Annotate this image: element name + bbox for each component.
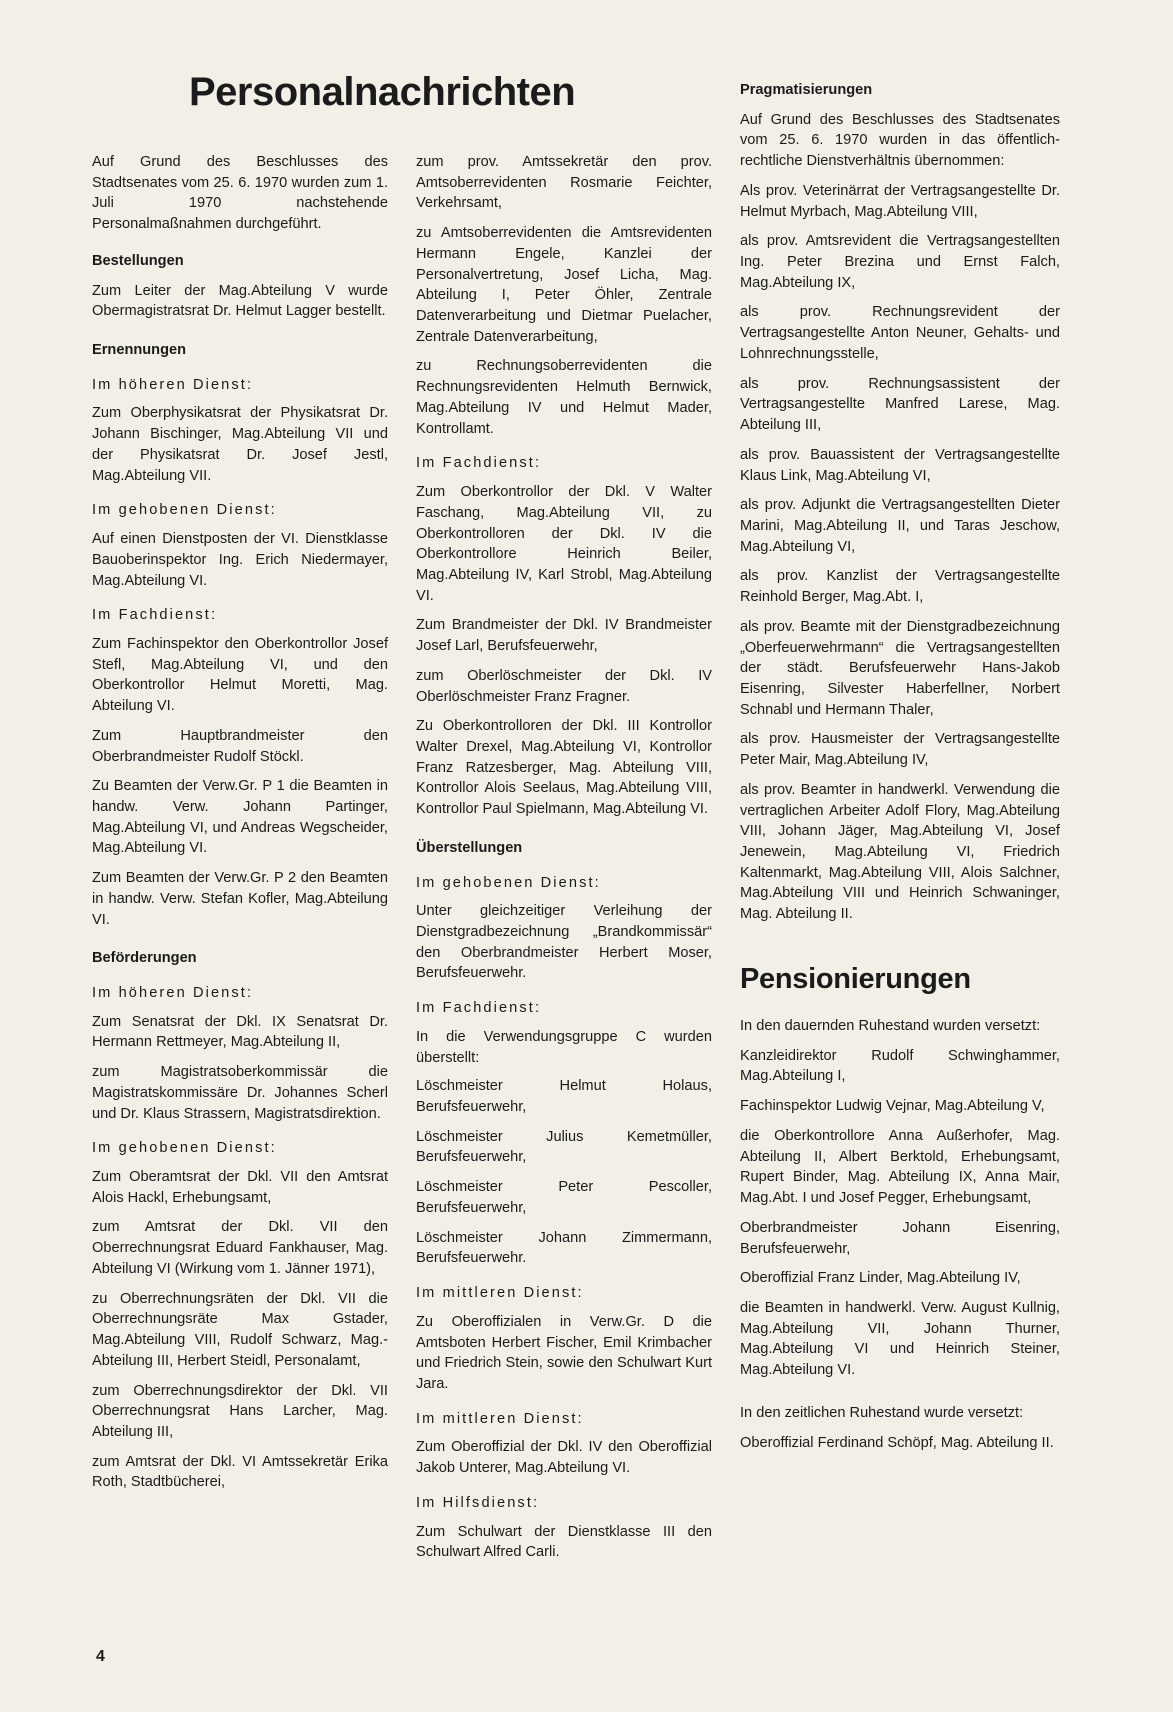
gehobener-dienst-2-paragraph-2: zum Amtsrat der Dkl. VII den Oberrechnungsrat Eduard Fankhauser, Mag. Abteilung VI (Wirkung vom 1. Jänner 1971), xyxy=(92,1219,388,1277)
col3-paragraph-8: als prov. Kanzlist der Vertragsangestellte Reinhold Berger, Mag.Abt. I, xyxy=(740,568,1060,606)
hoeherer-dienst-text: Zum Oberphysikatsrat der Physikatsrat Dr. Johann Bischinger, Mag.Abteilung VII und der Physikatsrat Dr. Josef Jestl, Mag.Abteilung VII. xyxy=(92,405,388,484)
col2-paragraph-8: Unter gleichzeitiger Verleihung der Dienstgradbezeichnung „Brandkommissär“ den Oberbrandmeister Herbert Moser, Berufsfeuerwehr. xyxy=(416,903,712,982)
col2-paragraph-3: zu Rechnungsoberrevidenten die Rechnungsrevidenten Helmuth Bernwick, Mag.Abteilung IV und Helmut Mader, Kontrollamt. xyxy=(416,358,712,437)
col3-paragraph-4: als prov. Rechnungsrevident der Vertragsangestellte Anton Neuner, Gehalts- und Lohnrechnungsstelle, xyxy=(740,304,1060,362)
col3-paragraph-5: als prov. Rechnungsassistent der Vertragsangestellte Manfred Larese, Mag. Abteilung III, xyxy=(740,375,1060,434)
heading-pensionierungen: Pensionierungen xyxy=(740,962,971,995)
section-heading-ernennungen: Ernennungen xyxy=(92,342,187,359)
subsection-mittlerer-dienst-2: Im mittleren Dienst: xyxy=(416,1410,584,1427)
subsection-gehobener-dienst-col2: Im gehobenen Dienst: xyxy=(416,874,601,891)
subsection-gehobener-dienst-2: Im gehobenen Dienst: xyxy=(92,1140,277,1157)
gehobener-dienst-text: Auf einen Dienstposten der VI. Dienstklasse Bauoberinspektor Ing. Erich Niedermayer, Mag.Abteilung VI. xyxy=(92,531,388,589)
col2-paragraph-14: Zu Oberoffizialen in Verw.Gr. D die Amtsboten Herbert Fischer, Emil Krimbacher und Friedrich Stein, sowie den Schulwart Kurt Jara. xyxy=(416,1313,712,1392)
hoeherer-dienst-2-paragraph-1: Zum Senatsrat der Dkl. IX Senatsrat Dr. Hermann Rettmeyer, Mag.Abteilung II, xyxy=(92,1013,388,1051)
page-title: Personalnachrichten xyxy=(189,70,576,114)
col2-paragraph-11: Löschmeister Julius Kemetmüller, Berufsfeuerwehr, xyxy=(416,1128,712,1166)
subsection-fachdienst-col2-b: Im Fachdienst: xyxy=(416,1000,542,1017)
column-2 xyxy=(416,152,712,1572)
intro-paragraph: Auf Grund des Beschlusses des Stadtsenates vom 25. 6. 1970 wurden zum 1. Juli 1970 nachstehende Personalmaßnahmen durchgeführt. xyxy=(92,154,388,233)
col2-paragraph-6: zum Oberlöschmeister der Dkl. IV Oberlöschmeister Franz Fragner. xyxy=(416,667,712,705)
section-heading-ueberstellungen: Überstellungen xyxy=(416,839,523,856)
col2-paragraph-12: Löschmeister Peter Pescoller, Berufsfeuerwehr, xyxy=(416,1179,712,1216)
page-content xyxy=(92,56,1092,1616)
gehobener-dienst-2-paragraph-3: zu Oberrechnungsräten der Dkl. VII die Oberrechnungsräte Max Gstader, Mag.Abteilung VIII, Rudolf Schwarz, Mag.-Abteilung III, Herbert Steidl, Personalamt, xyxy=(92,1290,388,1369)
col3-paragraph-18: die Beamten in handwerkl. Verw. August Kullnig, Mag.Abteilung VII, Johann Thurner, Mag.Abteilung VI und Heinrich Steiner, Mag.Abteilung VI. xyxy=(740,1299,1060,1379)
col3-paragraph-7: als prov. Adjunkt die Vertragsangestellten Dieter Marini, Mag.Abteilung II, und Taras Jeschow, Mag.Abteilung VI, xyxy=(740,497,1060,555)
section-heading-bestellungen: Bestellungen xyxy=(92,252,184,269)
hoeherer-dienst-2-paragraph-2: zum Magistratsoberkommissär die Magistratskommissäre Dr. Johannes Scherl und Dr. Klaus Strassern, Magistratsdirektion. xyxy=(92,1064,388,1122)
bestellungen-text: Zum Leiter der Mag.Abteilung V wurde Obermagistratsrat Dr. Helmut Lagger bestellt. xyxy=(92,282,388,320)
col2-paragraph-13: Löschmeister Johann Zimmermann, Berufsfeuerwehr. xyxy=(416,1229,712,1267)
col3-paragraph-11: als prov. Beamter in handwerkl. Verwendung die vertraglichen Arbeiter Adolf Flory, Mag.Abteilung VIII, Johann Jäger, Mag.Abteilung VI, Josef Jenewein, Mag.Abteilung VI, Friedrich Kaltenmarkt, Mag.Abteilung VIII, Alois Salchner, Mag.Abteilung VIII und Heinrich Schwaninger, Mag. Abteilung II. xyxy=(740,781,1060,923)
col2-paragraph-16: Zum Schulwart der Dienstklasse III den Schulwart Alfred Carli. xyxy=(416,1523,712,1561)
col3-paragraph-6: als prov. Bauassistent der Vertragsangestellte Klaus Link, Mag.Abteilung VI, xyxy=(740,446,1060,484)
col3-paragraph-3: als prov. Amtsrevident die Vertragsangestellten Ing. Peter Brezina und Ernst Falch, Mag.Abteilung IX, xyxy=(740,233,1060,291)
section-heading-befoerderungen: Beförderungen xyxy=(92,950,197,967)
fachdienst-paragraph-3: Zu Beamten der Verw.Gr. P 1 die Beamten in handw. Verw. Johann Partinger, Mag.Abteilung VI, und Andreas Wegscheider, Mag.Abteilung VI. xyxy=(92,778,388,857)
col2-paragraph-1: zum prov. Amtssekretär den prov. Amtsoberrevidenten Rosmarie Feichter, Verkehrsamt, xyxy=(416,154,712,212)
column-1 xyxy=(92,152,388,1572)
col2-paragraph-5: Zum Brandmeister der Dkl. IV Brandmeister Josef Larl, Berufsfeuerwehr, xyxy=(416,617,712,655)
subsection-mittlerer-dienst: Im mittleren Dienst: xyxy=(416,1285,584,1302)
subsection-hoeherer-dienst-2: Im höheren Dienst: xyxy=(92,985,254,1001)
fachdienst-paragraph-4: Zum Beamten der Verw.Gr. P 2 den Beamten in handw. Verw. Stefan Kofler, Mag.Abteilung VI. xyxy=(92,870,388,928)
subsection-gehobener-dienst: Im gehobenen Dienst: xyxy=(92,502,277,519)
col3-paragraph-16: Oberbrandmeister Johann Eisenring, Berufsfeuerwehr, xyxy=(740,1219,1060,1257)
col3-paragraph-20: Oberoffizial Ferdinand Schöpf, Mag. Abteilung II. xyxy=(740,1434,1054,1451)
col3-paragraph-13: Kanzleidirektor Rudolf Schwinghammer, Mag.Abteilung I, xyxy=(740,1047,1060,1085)
gehobener-dienst-2-paragraph-4: zum Oberrechnungsdirektor der Dkl. VII Oberrechnungsrat Hans Larcher, Mag. Abteilung III, xyxy=(92,1382,388,1440)
subsection-fachdienst: Im Fachdienst: xyxy=(92,607,218,624)
col3-paragraph-12: In den dauernden Ruhestand wurden versetzt: xyxy=(740,1018,1041,1035)
col2-paragraph-4: Zum Oberkontrollor der Dkl. V Walter Faschang, Mag.Abteilung VII, zu Oberkontrolloren der Dkl. IV die Oberkontrollore Heinrich Beiler, Mag.Abteilung IV, Karl Strobl, Mag.Abteilung VI. xyxy=(416,484,712,604)
col3-paragraph-14: Fachinspektor Ludwig Vejnar, Mag.Abteilung V, xyxy=(740,1098,1045,1115)
col2-paragraph-15: Zum Oberoffizial der Dkl. IV den Oberoffizial Jakob Unterer, Mag.Abteilung VI. xyxy=(416,1439,712,1477)
fachdienst-paragraph-1: Zum Fachinspektor den Oberkontrollor Josef Stefl, Mag.Abteilung VI, und den Oberkontrollor Helmut Moretti, Mag. Abteilung VI. xyxy=(92,635,388,715)
col3-paragraph-15: die Oberkontrollore Anna Außerhofer, Mag. Abteilung II, Albert Berktold, Erhebungsamt, Rupert Binder, Mag. Abteilung IX, Anna Mair, Mag.Abt. I und Josef Pegger, Erhebungsamt, xyxy=(740,1127,1060,1207)
column-3 xyxy=(740,64,1060,1484)
gehobener-dienst-2-paragraph-1: Zum Oberamtsrat der Dkl. VII den Amtsrat Alois Hackl, Erhebungsamt, xyxy=(92,1169,388,1206)
subsection-hoeherer-dienst: Im höheren Dienst: xyxy=(92,376,254,393)
col2-paragraph-10: Löschmeister Helmut Holaus, Berufsfeuerwehr, xyxy=(416,1078,712,1116)
col3-paragraph-17: Oberoffizial Franz Linder, Mag.Abteilung IV, xyxy=(740,1270,1021,1287)
col3-paragraph-2: Als prov. Veterinärrat der Vertragsangestellte Dr. Helmut Myrbach, Mag.Abteilung VIII, xyxy=(740,182,1060,220)
col2-paragraph-7: Zu Oberkontrolloren der Dkl. III Kontrollor Walter Drexel, Mag.Abteilung VI, Kontrollor Franz Ratzesberger, Mag. Abteilung VIII, Kontrollor Alois Seelaus, Mag.Abteilung VIII, Kontrollor Paul Spielmann, Mag.Abteilung VI. xyxy=(416,718,712,818)
col2-paragraph-9: In die Verwendungsgruppe C wurden überstellt: xyxy=(416,1028,712,1066)
subsection-fachdienst-col2: Im Fachdienst: xyxy=(416,455,542,472)
col3-paragraph-19: In den zeitlichen Ruhestand wurde versetzt: xyxy=(740,1404,1024,1421)
col2-paragraph-2: zu Amtsoberrevidenten die Amtsrevidenten Hermann Engele, Kanzlei der Personalvertretung, Josef Licha, Mag. Abteilung I, Peter Öhler, Zentrale Datenverarbeitung und Dietmar Puelacher, Zentrale Datenverarbeitung, xyxy=(416,225,712,345)
fachdienst-paragraph-2: Zum Hauptbrandmeister den Oberbrandmeister Rudolf Stöckl. xyxy=(92,727,388,765)
col3-paragraph-10: als prov. Hausmeister der Vertragsangestellte Peter Mair, Mag.Abteilung IV, xyxy=(740,731,1060,769)
section-heading-pragmatisierungen: Pragmatisierungen xyxy=(740,82,873,98)
col3-paragraph-9: als prov. Beamte mit der Dienstgradbezeichnung „Oberfeuerwehrmann“ die Vertragsangestellten der städt. Berufsfeuerwehr Hans-Jakob Eisenring, Silvester Haberfellner, Norbert Schnabl und Hermann Thaler, xyxy=(740,618,1060,718)
subsection-hilfsdienst: Im Hilfsdienst: xyxy=(416,1494,540,1511)
gehobener-dienst-2-paragraph-5: zum Amtsrat der Dkl. VI Amtssekretär Erika Roth, Stadtbücherei, xyxy=(92,1453,388,1491)
page-number: 4 xyxy=(96,1648,105,1665)
col3-paragraph-1: Auf Grund des Beschlusses des Stadtsenates vom 25. 6. 1970 wurden in das öffentlich-rechtliche Dienstverhältnis übernommen: xyxy=(740,111,1060,170)
